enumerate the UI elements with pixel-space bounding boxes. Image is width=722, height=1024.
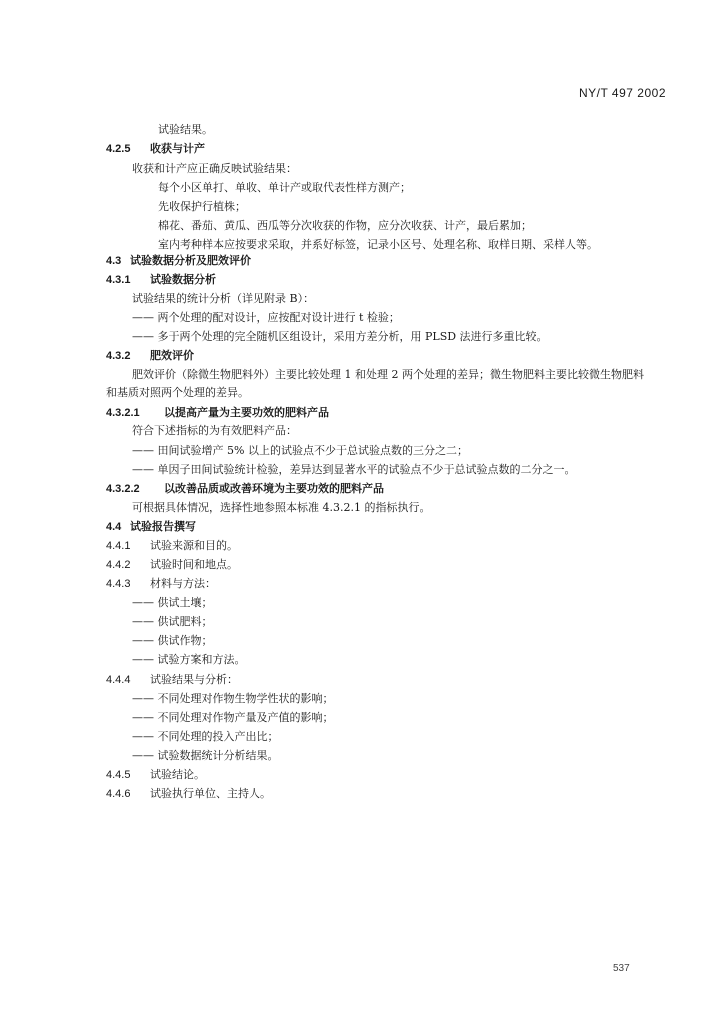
section-number: 4.4.5 <box>106 769 131 781</box>
list-item: 先收保护行植株； <box>158 200 246 213</box>
report-item <box>106 768 205 782</box>
list-item: —— 供试作物； <box>132 634 213 647</box>
page-number: 537 <box>613 963 630 974</box>
section-number: 4.3 <box>106 255 122 267</box>
section-heading-4-4 <box>106 520 196 534</box>
section-number: 4.4 <box>106 521 122 533</box>
item-text: 试验时间和地点。 <box>150 558 238 571</box>
section-number: 4.4.4 <box>106 674 131 686</box>
list-item: —— 单因子田间试验统计检验，差异达到显著水平的试验点不少于总试验点数的二分之一。 <box>132 463 576 476</box>
section-title: 试验数据分析及肥效评价 <box>130 254 251 267</box>
section-number: 4.4.3 <box>106 578 131 590</box>
report-item <box>106 787 271 801</box>
list-item: 棉花、番茄、黄瓜、西瓜等分次收获的作物，应分次收获、计产，最后累加； <box>158 219 532 232</box>
list-item: —— 不同处理对作物生物学性状的影响； <box>132 692 334 705</box>
section-heading-4-2-5 <box>106 142 205 156</box>
list-item: —— 不同处理对作物产量及产值的影响； <box>132 711 334 724</box>
section-heading-4-3-2-2 <box>106 482 384 496</box>
section-number: 4.4.2 <box>106 559 131 571</box>
list-item: —— 供试土壤； <box>132 596 213 609</box>
item-text: 试验结论。 <box>150 768 205 781</box>
standard-code: NY/T 497 2002 <box>578 86 666 100</box>
paragraph: 肥效评价（除微生物肥料外）主要比较处理 1 和处理 2 两个处理的差异；微生物肥料主要比较微生物肥料和基质对照两个处理的差异。 <box>106 368 644 399</box>
section-heading-4-3-2 <box>106 349 194 363</box>
section-title: 试验报告撰写 <box>130 520 196 533</box>
section-title: 肥效评价 <box>150 349 194 362</box>
item-text: 试验执行单位、主持人。 <box>150 787 271 800</box>
list-item: —— 两个处理的配对设计，应按配对设计进行 t 检验； <box>132 311 400 324</box>
item-text: 试验结果与分析： <box>150 673 238 686</box>
list-item: —— 供试肥料； <box>132 615 213 628</box>
report-item <box>106 673 238 687</box>
section-number: 4.3.2 <box>106 350 131 362</box>
list-item: —— 试验方案和方法。 <box>132 653 246 666</box>
list-item: —— 多于两个处理的完全随机区组设计，采用方差分析，用 PLSD 法进行多重比较。 <box>132 330 548 343</box>
section-title: 以改善品质或改善环境为主要功效的肥料产品 <box>164 482 384 495</box>
section-number: 4.2.5 <box>106 143 131 155</box>
section-title: 收获与计产 <box>150 142 205 155</box>
section-number: 4.3.2.1 <box>106 407 140 419</box>
section-heading-4-3 <box>106 254 251 268</box>
list-item: —— 田间试验增产 5% 以上的试验点不少于总试验点数的三分之二； <box>132 444 468 457</box>
section-title: 试验数据分析 <box>150 273 216 286</box>
text-line: 试验结果。 <box>158 123 213 136</box>
text-line: 可根据具体情况，选择性地参照本标准 4.3.2.1 的指标执行。 <box>132 501 431 514</box>
section-number: 4.3.1 <box>106 274 131 286</box>
text-line: 符合下述指标的为有效肥料产品： <box>132 424 297 437</box>
text-line: 试验结果的统计分析（详见附录 B）： <box>132 292 315 305</box>
item-text: 试验来源和目的。 <box>150 539 238 552</box>
list-item: —— 试验数据统计分析结果。 <box>132 749 279 762</box>
section-heading-4-3-1 <box>106 273 216 287</box>
section-number: 4.4.1 <box>106 540 131 552</box>
section-number: 4.4.6 <box>106 788 131 800</box>
report-item <box>106 577 216 591</box>
section-heading-4-3-2-1 <box>106 406 329 420</box>
report-item <box>106 558 238 572</box>
section-title: 以提高产量为主要功效的肥料产品 <box>164 406 329 419</box>
item-text: 材料与方法： <box>150 577 216 590</box>
list-item: —— 不同处理的投入产出比； <box>132 730 279 743</box>
list-item: 室内考种样本应按要求采取，并系好标签，记录小区号、处理名称、取样日期、采样人等。 <box>158 238 598 251</box>
report-item <box>106 539 238 553</box>
section-number: 4.3.2.2 <box>106 483 140 495</box>
text-line: 收获和计产应正确反映试验结果： <box>132 162 297 175</box>
list-item: 每个小区单打、单收、单计产或取代表性样方测产； <box>158 181 411 194</box>
